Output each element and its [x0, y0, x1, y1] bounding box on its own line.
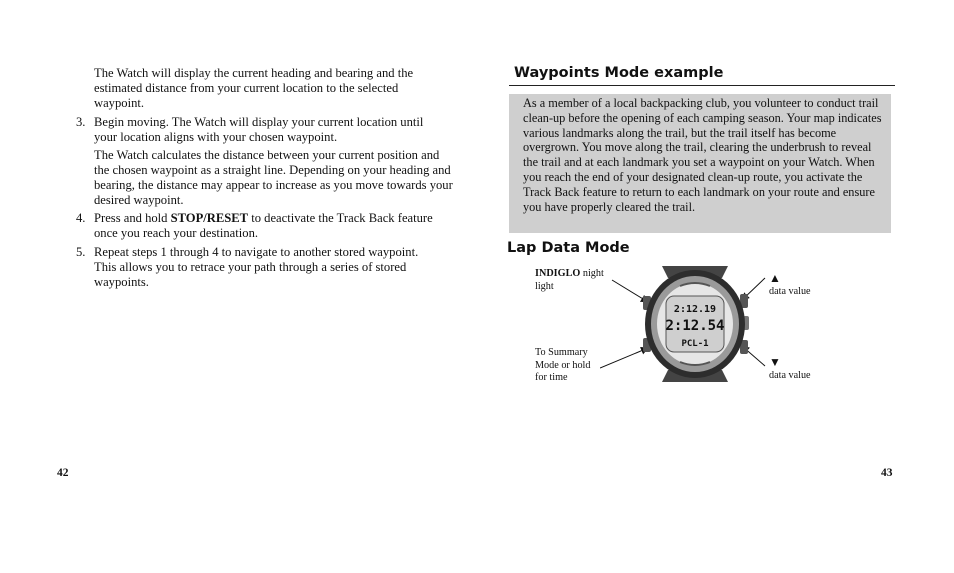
- page-number-right: 43: [881, 467, 893, 479]
- summary-line-3: for time: [535, 372, 568, 384]
- step-3-text: Begin moving. The Watch will display your current location until your location aligns with your chosen waypoint.: [94, 115, 424, 144]
- waypoints-example-text: As a member of a local backpacking club, you volunteer to conduct trail clean-up before the opening of each camping season. Your map indicates various landmarks along the trail, but the trail itself has become overgrown. You move along the trail, clearing the underbrush to reveal the trail and at each landmark you set a waypoint on your Watch. When you reach the end of your designated clean-up route, you activate the Track Back feature to return to each landmark on your route and ensure you have properly cleared the trail.: [523, 96, 882, 214]
- up-arrow-icon: ▲: [769, 271, 781, 285]
- waypoints-heading: Waypoints Mode example: [514, 65, 724, 81]
- heading-rule: [509, 85, 895, 86]
- lap-data-heading: Lap Data Mode: [507, 240, 630, 256]
- step-4-suffix: to deactivate the Track Back feature once you reach your destination.: [94, 211, 433, 240]
- watch-illustration: [600, 258, 790, 388]
- indiglo-rest-2: light: [535, 280, 554, 292]
- display-line-2: 2:12.54: [665, 318, 725, 334]
- step-5-number: 5.: [76, 245, 86, 259]
- indiglo-pointer: [612, 280, 648, 302]
- intro-paragraph: The Watch will display the current heading and bearing and the estimated distance from your current location to the selected waypoint.: [94, 66, 414, 110]
- down-arrow-icon: ▼: [769, 355, 781, 369]
- step-3-extra: The Watch calculates the distance between your current position and the chosen waypoint as a straight line. Depending on your heading and bearing, the distance may appear to increase as you move towards your desired waypoint.: [94, 148, 453, 207]
- step-4-prefix: Press and hold: [94, 211, 171, 225]
- indiglo-rest-1: night: [580, 268, 604, 279]
- step-3-number: 3.: [76, 115, 86, 129]
- summary-caption: [535, 347, 590, 385]
- step-4-number: 4.: [76, 211, 86, 225]
- indiglo-caption: [535, 268, 604, 293]
- page-number-left: 42: [57, 467, 69, 479]
- step-4-text: [94, 211, 444, 241]
- display-line-3: PCL-1: [681, 339, 709, 349]
- summary-line-2: Mode or hold: [535, 359, 591, 371]
- summary-line-1: To Summary: [535, 347, 588, 358]
- waypoints-example-box: [509, 94, 891, 233]
- step-5-text: Repeat steps 1 through 4 to navigate to another stored waypoint. This allows you to retrace your path through a series of stored waypoints.: [94, 245, 419, 289]
- indiglo-bold: INDIGLO: [535, 268, 581, 279]
- summary-pointer: [600, 348, 648, 368]
- up-data-value-caption: data value: [769, 286, 811, 297]
- display-line-1: 2:12.19: [673, 304, 717, 315]
- down-data-value-caption: data value: [769, 370, 811, 381]
- stop-reset-label: STOP/RESET: [170, 211, 249, 225]
